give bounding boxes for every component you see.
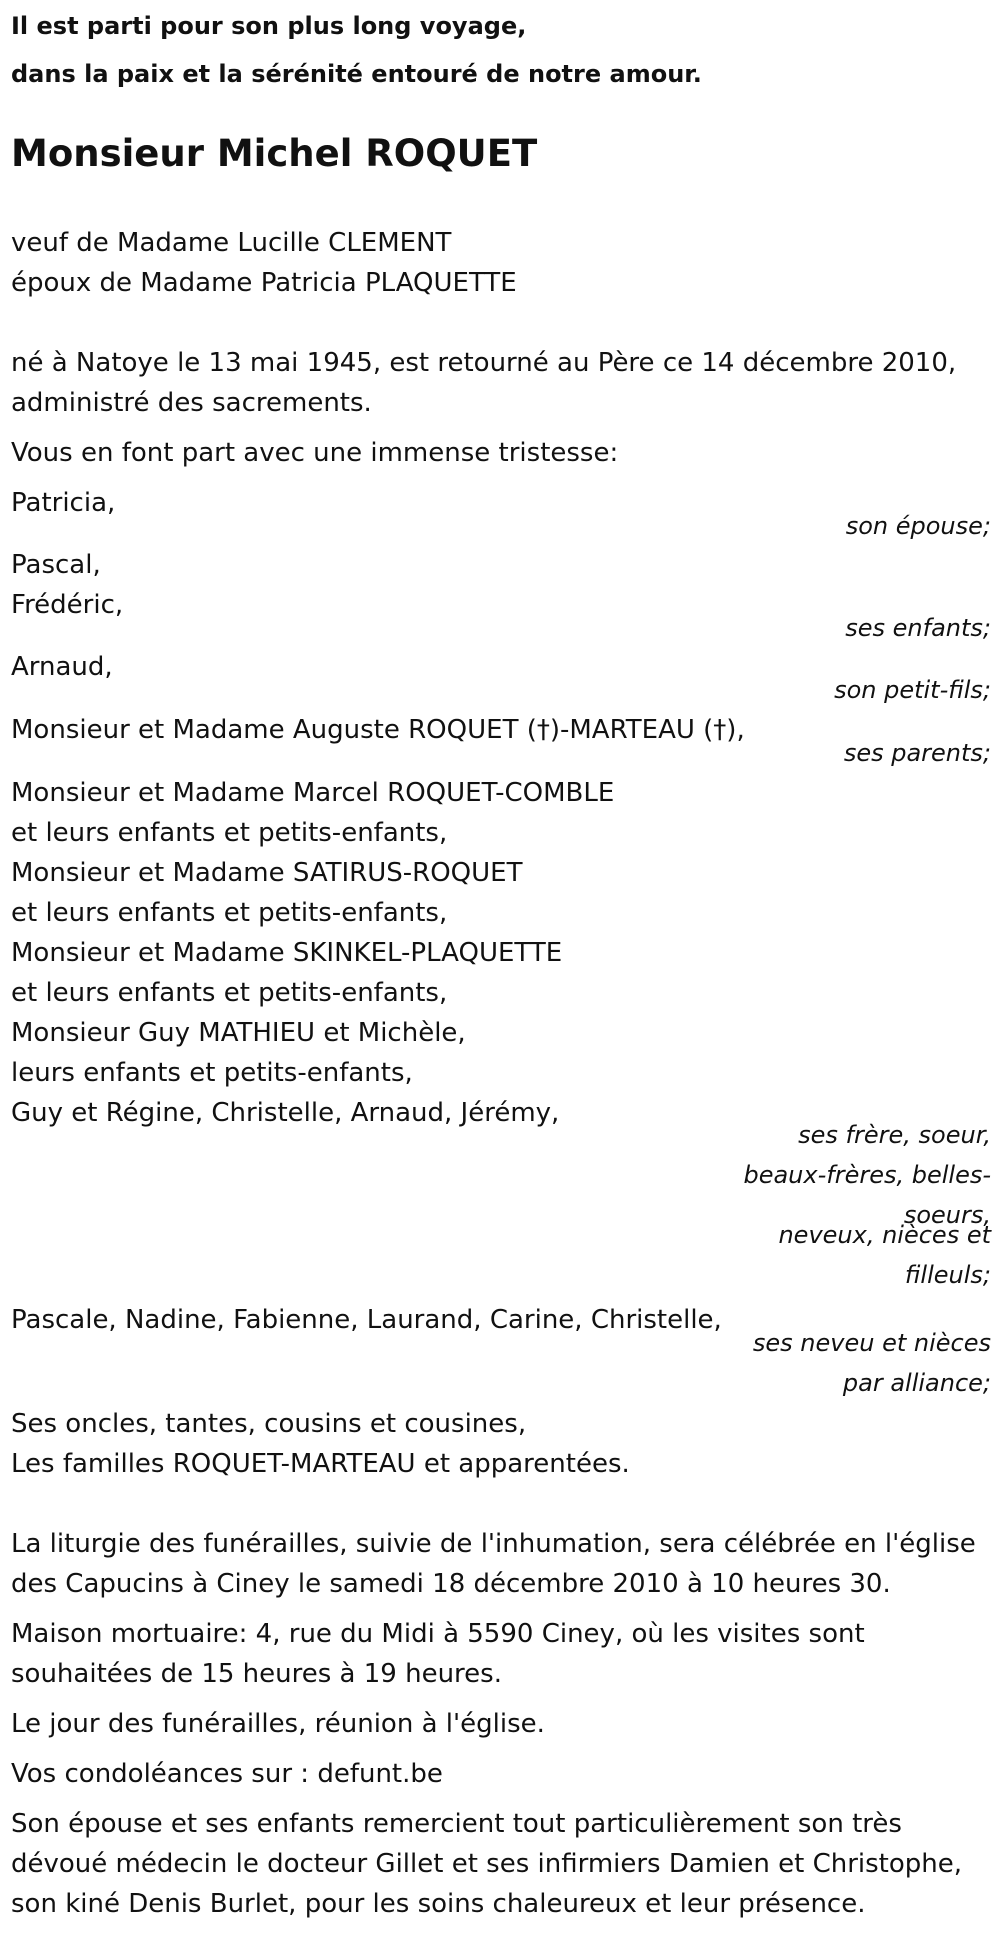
meeting-line: Le jour des funérailles, réunion à l'église.: [11, 1709, 545, 1739]
intro-line-2: dans la paix et la sérénité entouré de notre amour.: [11, 60, 702, 88]
sibling-line: Monsieur et Madame SATIRUS-ROQUET: [11, 858, 523, 888]
spouse-line: époux de Madame Patricia PLAQUETTE: [11, 268, 517, 298]
sibling-line: et leurs enfants et petits-enfants,: [11, 978, 448, 1008]
inlaws-line: Pascale, Nadine, Fabienne, Laurand, Carine, Christelle,: [11, 1305, 722, 1335]
condolences-line: Vos condoléances sur : defunt.be: [11, 1759, 443, 1789]
sacraments-line: administré des sacrements.: [11, 388, 372, 418]
sibling-line: Monsieur et Madame SKINKEL-PLAQUETTE: [11, 938, 563, 968]
sibling-line: Monsieur et Madame Marcel ROQUET-COMBLE: [11, 778, 615, 808]
thanks-line-1: Son épouse et ses enfants remercient tout particulièrement son très: [11, 1809, 902, 1839]
child-name: Frédéric,: [11, 590, 124, 620]
sibling-line: leurs enfants et petits-enfants,: [11, 1058, 413, 1088]
grandson-role: son petit-fils;: [834, 676, 991, 704]
sibling-line: Guy et Régine, Christelle, Arnaud, Jérémy,: [11, 1098, 560, 1128]
grandson-name: Arnaud,: [11, 652, 113, 682]
others-line-1: Ses oncles, tantes, cousins et cousines,: [11, 1409, 527, 1439]
wife-name: Patricia,: [11, 488, 116, 518]
wife-role: son épouse;: [845, 512, 991, 540]
inlaws-role: ses neveu et nièces par alliance;: [752, 1329, 991, 1397]
announcement-line: Vous en font part avec une immense tristesse:: [11, 438, 619, 468]
mortuary-line-2: souhaitées de 15 heures à 19 heures.: [11, 1659, 502, 1689]
parents-role: ses parents;: [843, 739, 991, 767]
others-line-2: Les familles ROQUET-MARTEAU et apparentées.: [11, 1449, 630, 1479]
thanks-line-2: dévoué médecin le docteur Gillet et ses infirmiers Damien et Christophe,: [11, 1849, 963, 1879]
sibling-line: et leurs enfants et petits-enfants,: [11, 818, 448, 848]
sibling-line: et leurs enfants et petits-enfants,: [11, 898, 448, 928]
children-role: ses enfants;: [845, 614, 991, 642]
widower-line: veuf de Madame Lucille CLEMENT: [11, 228, 452, 258]
mortuary-line-1: Maison mortuaire: 4, rue du Midi à 5590 Ciney, où les visites sont: [11, 1619, 865, 1649]
thanks-line-3: son kiné Denis Burlet, pour les soins chaleureux et leur présence.: [11, 1889, 866, 1919]
sibling-line: Monsieur Guy MATHIEU et Michèle,: [11, 1018, 466, 1048]
parents-line: Monsieur et Madame Auguste ROQUET (†)-MARTEAU (†),: [11, 715, 745, 745]
liturgy-line-1: La liturgie des funérailles, suivie de l'inhumation, sera célébrée en l'église: [11, 1529, 976, 1559]
siblings-role: ses frère, soeur, beaux-frères, belles-soeurs,: [743, 1121, 991, 1229]
siblings-role-2: neveux, nièces et filleuls;: [778, 1221, 991, 1289]
deceased-name: Monsieur Michel ROQUET: [11, 132, 538, 175]
liturgy-line-2: des Capucins à Ciney le samedi 18 décembre 2010 à 10 heures 30.: [11, 1569, 891, 1599]
child-name: Pascal,: [11, 550, 101, 580]
birth-death-line: né à Natoye le 13 mai 1945, est retourné au Père ce 14 décembre 2010,: [11, 348, 957, 378]
intro-line-1: Il est parti pour son plus long voyage,: [11, 12, 527, 40]
